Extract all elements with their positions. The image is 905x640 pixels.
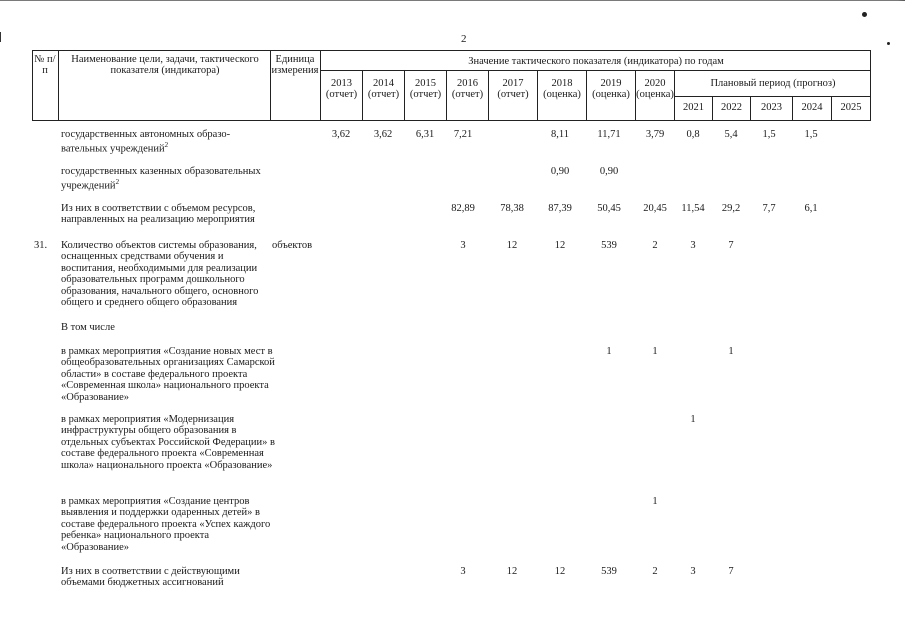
value-cell: 1 — [652, 346, 658, 357]
header-year: 2016 (отчет) — [451, 78, 484, 100]
header-year: 2018 (оценка) — [543, 78, 581, 100]
value-cell: 1,5 — [804, 129, 818, 140]
header-planned: Плановый период (прогноз) — [710, 78, 836, 89]
value-cell: 12 — [506, 566, 518, 577]
header-year: 2014 (отчет) — [367, 78, 400, 100]
value-cell: 12 — [554, 566, 566, 577]
value-cell: 12 — [554, 240, 566, 251]
header-values: Значение тактического показателя (индикатора) по годам — [468, 56, 724, 67]
value-cell: 1 — [690, 414, 696, 425]
row-label: государственных казенных образовательных учреждений$^2$ — [61, 166, 261, 192]
header-mid-rule — [320, 70, 871, 71]
page-number: 2 — [461, 33, 467, 45]
header-bottom-rule — [32, 120, 871, 121]
value-cell: 2 — [652, 566, 658, 577]
header-plan-year: 2022 — [721, 102, 742, 113]
scan-edge-mark — [0, 32, 1, 42]
header-year: 2020 (оценка) — [636, 78, 674, 100]
row-number: 31. — [34, 240, 48, 251]
row-label: Из них в соответствии с действующими объемами бюджетных ассигнований — [61, 566, 240, 589]
scan-corner-mark — [866, 0, 905, 9]
value-cell: 12 — [506, 240, 518, 251]
value-cell: 5,4 — [724, 129, 738, 140]
value-cell: 82,89 — [451, 203, 475, 214]
header-plan-year: 2025 — [840, 102, 862, 113]
value-cell: 3,62 — [373, 129, 393, 140]
value-cell: 0,8 — [686, 129, 700, 140]
header-col-line — [870, 50, 871, 121]
value-cell: 539 — [601, 240, 617, 251]
row-label: Из них в соответствии с объемом ресурсов, направленных на реализацию мероприятия — [61, 203, 256, 226]
header-year: 2019 (оценка) — [592, 78, 630, 100]
header-col-line — [674, 70, 675, 121]
header-year: 2013 (отчет) — [325, 78, 358, 100]
value-cell: 3 — [460, 240, 466, 251]
value-cell: 6,1 — [804, 203, 818, 214]
value-cell: 7 — [728, 566, 734, 577]
row-label: в рамках мероприятия «Создание центров выявления и поддержки одаренных детей» в составе федерального проекта «Успех каждого ребенка» национального проекта «Образование» — [61, 496, 271, 553]
header-name: Наименование цели, задачи, тактического показателя (индикатора) — [71, 54, 259, 76]
value-cell: 8,11 — [551, 129, 569, 140]
scan-speck — [887, 42, 890, 45]
row-label: Количество объектов системы образования, оснащенных средствами обучения и воспитания, необходимыми для реализации образовательных программ дошкольного образования, начального общего, основного общего и среднего общего образования — [61, 240, 259, 309]
value-cell: 11,54 — [681, 203, 705, 214]
row-label: В том числе — [61, 322, 115, 333]
header-plan-year: 2024 — [801, 102, 823, 113]
row-unit: объектов — [272, 240, 313, 251]
value-cell: 11,71 — [597, 129, 621, 140]
row-label: в рамках мероприятия «Модернизация инфраструктуры общего образования в отдельных субъектах Российской Федерации» в составе федерального проекта «Современная школа» национального проекта «Образование» — [61, 414, 275, 471]
header-col-line — [58, 50, 59, 121]
row-label: в рамках мероприятия «Создание новых мест в общеобразовательных организациях Самарской области» в составе федерального проекта «Современная школа» национального проекта «Образование» — [61, 346, 275, 403]
value-cell: 3 — [690, 566, 696, 577]
header-unit: Единица измерения — [271, 54, 319, 76]
value-cell: 7,21 — [453, 129, 473, 140]
row-label: государственных автономных образо-вательных учреждений$^2$ — [61, 129, 231, 155]
header-plan-rule — [674, 96, 871, 97]
header-top-rule — [32, 50, 871, 51]
header-year: 2015 (отчет) — [409, 78, 442, 100]
value-cell: 87,39 — [548, 203, 572, 214]
header-col-line — [32, 50, 33, 121]
value-cell: 3,79 — [645, 129, 665, 140]
value-cell: 3 — [690, 240, 696, 251]
value-cell: 3,62 — [331, 129, 351, 140]
value-cell: 50,45 — [597, 203, 621, 214]
value-cell: 78,38 — [500, 203, 524, 214]
value-cell: 29,2 — [721, 203, 741, 214]
scan-edge-line — [0, 0, 905, 1]
value-cell: 20,45 — [643, 203, 667, 214]
value-cell: 1,5 — [762, 129, 776, 140]
value-cell: 2 — [652, 240, 658, 251]
value-cell: 3 — [460, 566, 466, 577]
header-num: № п/п — [34, 54, 56, 76]
value-cell: 1 — [728, 346, 734, 357]
value-cell: 7,7 — [762, 203, 776, 214]
header-plan-year: 2023 — [761, 102, 782, 113]
value-cell: 539 — [601, 566, 617, 577]
header-plan-year: 2021 — [683, 102, 704, 113]
value-cell: 0,90 — [550, 166, 570, 177]
value-cell: 6,31 — [415, 129, 435, 140]
value-cell: 1 — [652, 496, 658, 507]
value-cell: 7 — [728, 240, 734, 251]
scan-speck — [862, 12, 867, 17]
value-cell: 0,90 — [599, 166, 619, 177]
value-cell: 1 — [606, 346, 612, 357]
header-year: 2017 (отчет) — [497, 78, 529, 100]
